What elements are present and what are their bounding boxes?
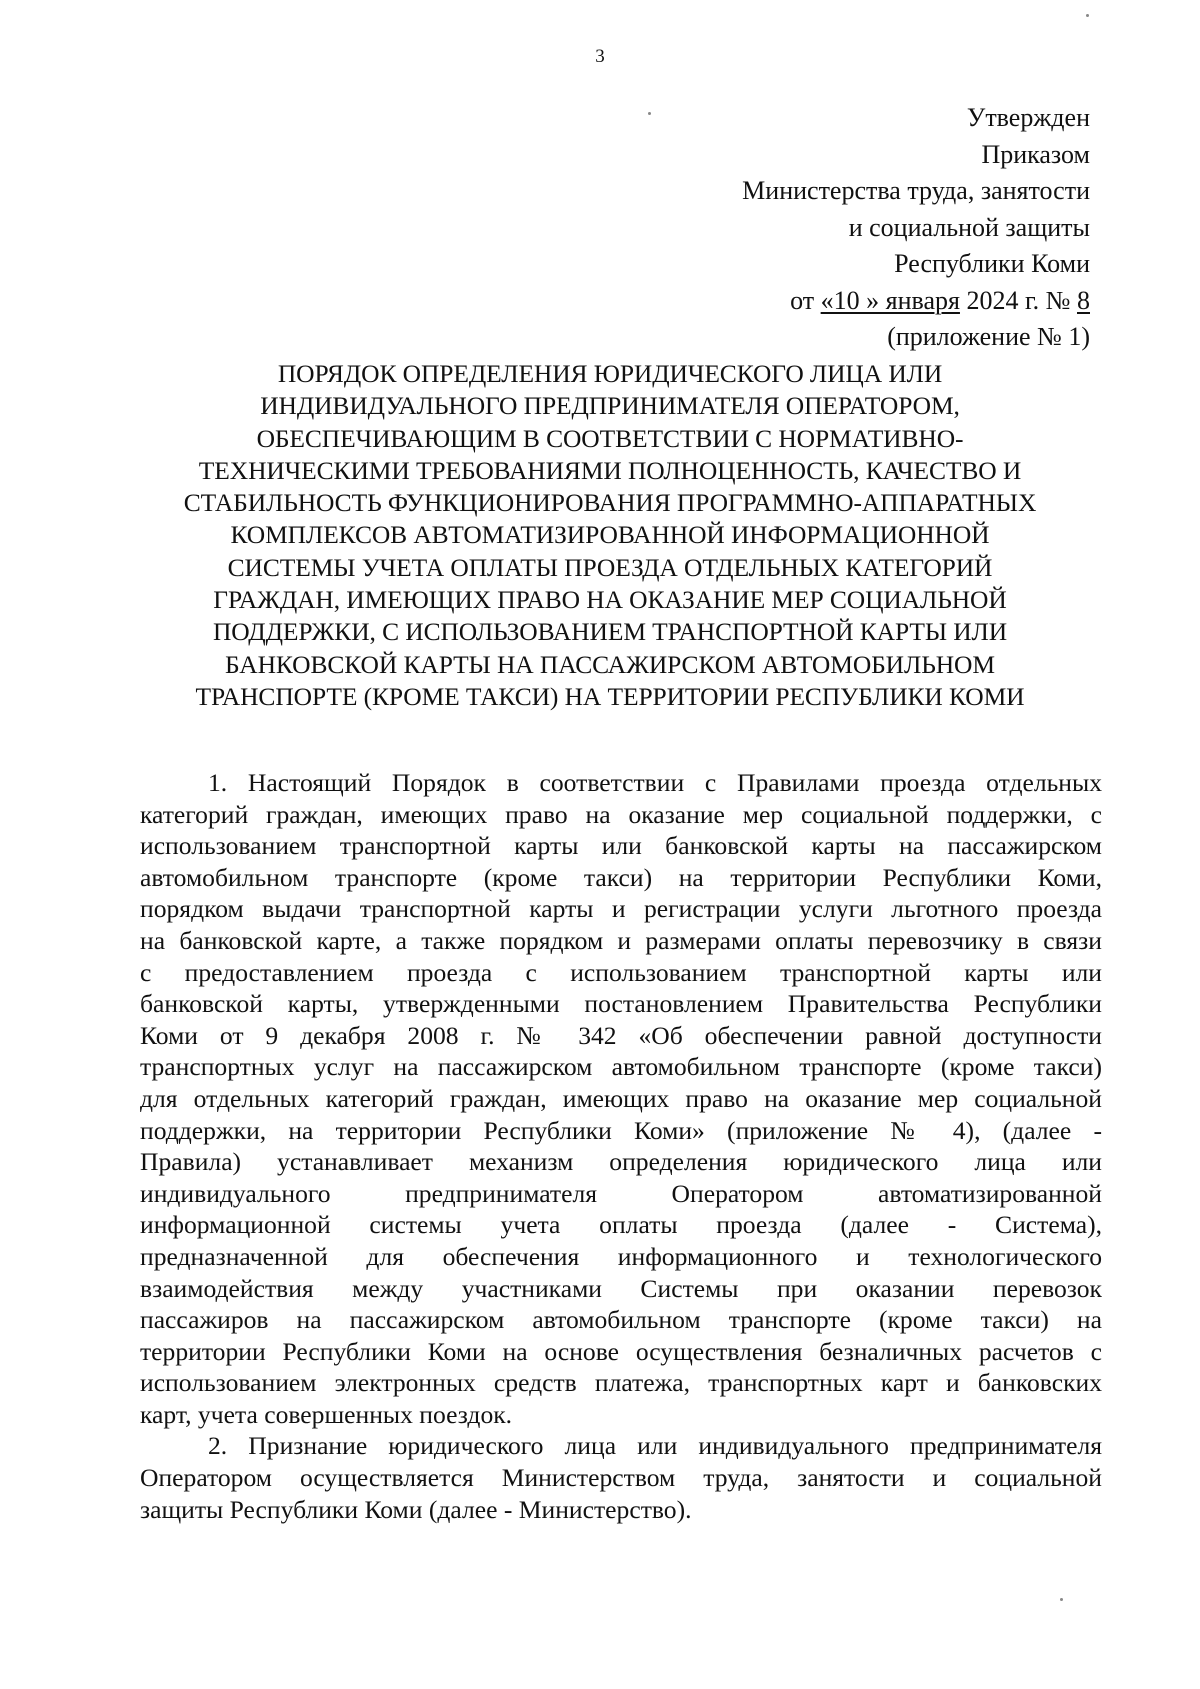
title-line: СИСТЕМЫ УЧЕТА ОПЛАТЫ ПРОЕЗДА ОТДЕЛЬНЫХ КАТЕГОРИЙ [227,552,993,582]
paragraph-line: 1. Настоящий Порядок в соответствии с Правилами проезда отдельных [208,768,1102,797]
paragraph-line: Оператором осуществляется Министерством труда, занятости и социальной [140,1463,1102,1493]
approval-line: Республики Коми [894,249,1090,278]
paragraph-line: предназначенной для обеспечения информационного и технологического [140,1241,1102,1271]
approval-stamp [742,100,1090,356]
paragraph-line: использованием электронных средств платежа, транспортных карт и банковских [140,1368,1102,1398]
title-line: СТАБИЛЬНОСТЬ ФУНКЦИОНИРОВАНИЯ ПРОГРАММНО-АППАРАТНЫХ [183,488,1037,518]
title-line: ТРАНСПОРТЕ (КРОМЕ ТАКСИ) НА ТЕРРИТОРИИ РЕСПУБЛИКИ КОМИ [195,681,1025,711]
paragraph-2 [140,1430,1102,1525]
order-number: 8 [1077,285,1090,315]
date-prefix: от [790,285,815,315]
title-line: ТЕХНИЧЕСКИМИ ТРЕБОВАНИЯМИ ПОЛНОЦЕННОСТЬ, КАЧЕСТВО И [198,455,1022,485]
scan-speck [1060,1598,1063,1601]
title-line: ГРАЖДАН, ИМЕЮЩИХ ПРАВО НА ОКАЗАНИЕ МЕР СОЦИАЛЬНОЙ [213,585,1007,615]
scan-speck [648,112,651,115]
paragraph-line: категорий граждан, имеющих право на оказание мер социальной поддержки, с [140,799,1102,829]
date-year: 2024 г. № [966,285,1071,315]
approval-date-line [742,283,1090,320]
paragraph-line: карт, учета совершенных поездок. [140,1399,513,1429]
approval-line: Утвержден [966,103,1090,132]
paragraph-line: Правила) устанавливает механизм определения юридического лица или [140,1147,1102,1177]
paragraph-line: взаимодействия между участниками Системы при оказании перевозок [140,1273,1102,1303]
paragraph-line: для отдельных категорий граждан, имеющих право на оказание мер социальной [140,1083,1102,1113]
paragraph-line: на банковской карте, а также порядком и размерами оплаты перевозчику в связи [140,925,1102,955]
document-title [130,358,1090,713]
title-line: ПОРЯДОК ОПРЕДЕЛЕНИЯ ЮРИДИЧЕСКОГО ЛИЦА ИЛИ [277,359,943,388]
paragraph-line: использованием транспортной карты или банковской карты на пассажирском [140,831,1102,861]
paragraph-line: банковской карты, утвержденными постановлением Правительства Республики [140,989,1102,1019]
approval-line: и социальной защиты [848,212,1090,242]
paragraph-line: порядком выдачи транспортной карты и регистрации услуги льготного проезда [140,894,1102,924]
approval-line: Министерства труда, занятости [742,176,1090,205]
title-line: КОМПЛЕКСОВ АВТОМАТИЗИРОВАННОЙ ИНФОРМАЦИОННОЙ [230,520,990,550]
appendix-line: (приложение № 1) [887,322,1090,351]
paragraph-line: информационной системы учета оплаты проезда (далее - Система), [140,1210,1102,1240]
page-number: 3 [595,46,605,67]
paragraph-line: пассажиров на пассажирском автомобильном транспорте (кроме такси) на [140,1305,1102,1335]
title-line: ПОДДЕРЖКИ, С ИСПОЛЬЗОВАНИЕМ ТРАНСПОРТНОЙ КАРТЫ ИЛИ [212,617,1008,647]
date-day: «10 » января [820,285,960,315]
scan-speck [1086,14,1089,17]
paragraph-line: поддержки, на территории Республики Коми» (приложение № 4), (далее - [140,1115,1102,1145]
paragraph-line: защиты Республики Коми (далее - Министерство). [140,1494,692,1524]
paragraph-line: с предоставлением проезда с использованием транспортной карты или [140,957,1102,987]
paragraph-line: 2. Признание юридического лица или индивидуального предпринимателя [208,1431,1102,1461]
paragraph-line: территории Республики Коми на основе осуществления безналичных расчетов с [140,1336,1102,1366]
paragraph-1 [140,767,1102,1430]
title-line: ИНДИВИДУАЛЬНОГО ПРЕДПРИНИМАТЕЛЯ ОПЕРАТОРОМ, [260,391,960,421]
paragraph-line: транспортных услуг на пассажирском автомобильном транспорте (кроме такси) [140,1052,1102,1082]
document-body [140,767,1102,1525]
paragraph-line: индивидуального предпринимателя Оператором автоматизированной [140,1178,1102,1208]
paragraph-line: Коми от 9 декабря 2008 г. № 342 «Об обеспечении равной доступности [140,1020,1102,1050]
paragraph-line: автомобильном транспорте (кроме такси) на территории Республики Коми, [140,862,1102,892]
title-line: ОБЕСПЕЧИВАЮЩИМ В СООТВЕТСТВИИ С НОРМАТИВНО- [256,423,964,453]
title-line: БАНКОВСКОЙ КАРТЫ НА ПАССАЖИРСКОМ АВТОМОБИЛЬНОМ [225,649,995,679]
approval-line: Приказом [981,139,1090,169]
